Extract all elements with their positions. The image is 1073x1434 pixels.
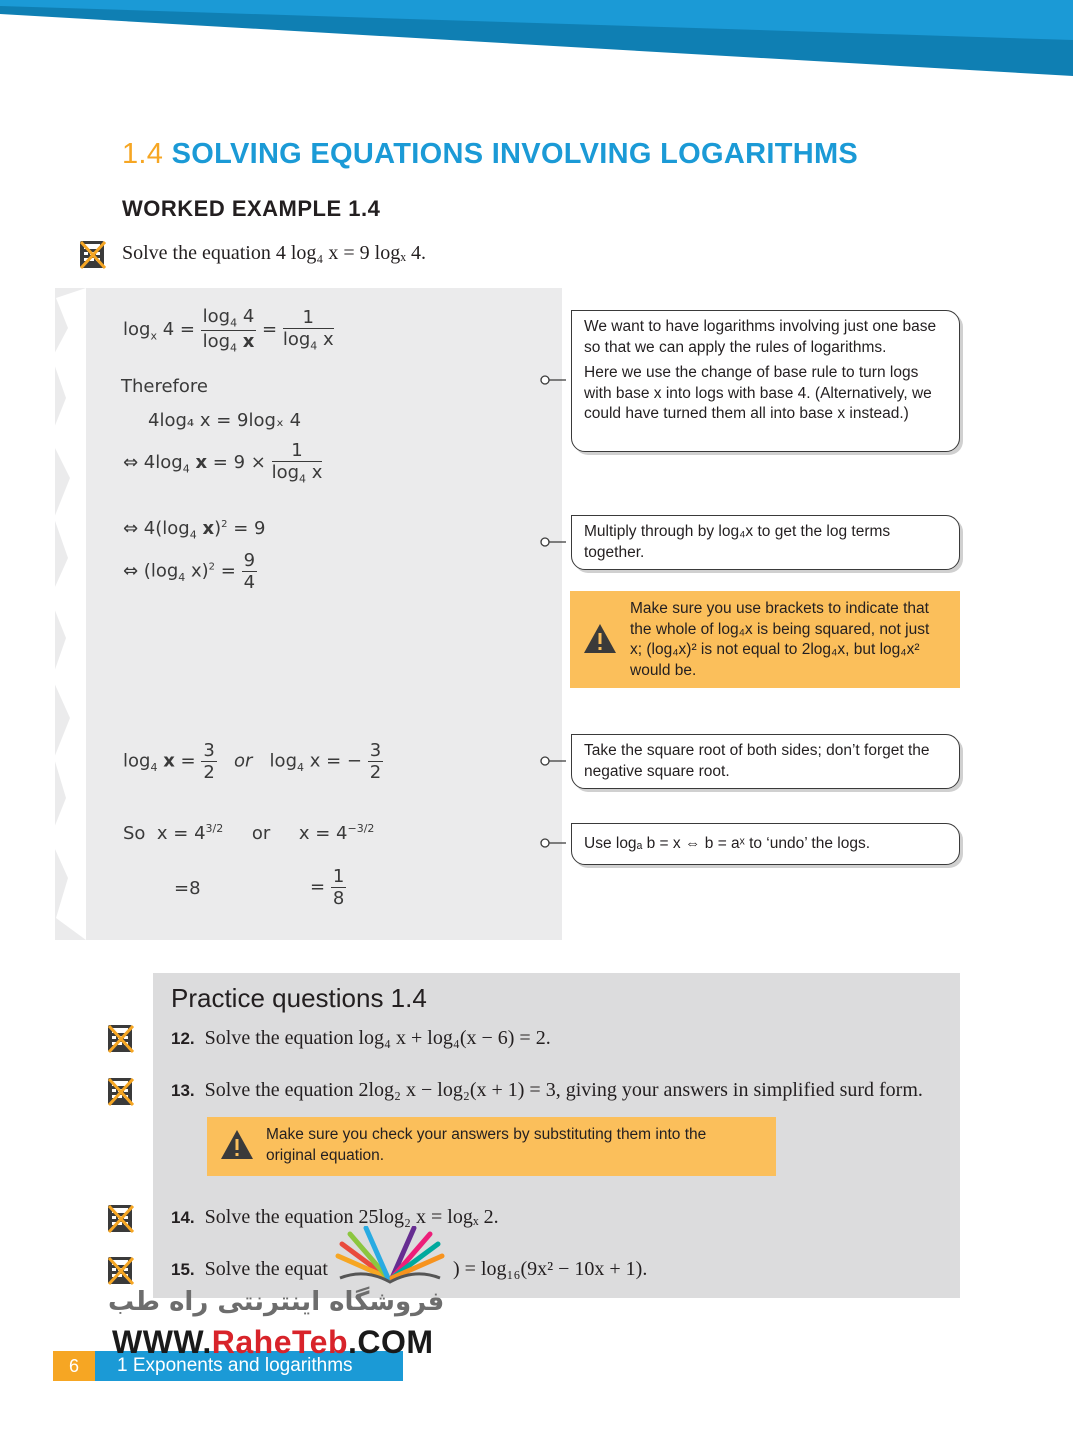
callout-text-2: Here we use the change of base rule to turn logs with base x into logs with base 4. (Alternatively, we could have turned them all into base x instead.) bbox=[584, 364, 932, 422]
watermark-persian: فروشگاه اینترنتی راه طب bbox=[108, 1287, 445, 1317]
page-number: 6 bbox=[53, 1351, 95, 1381]
no-calculator-icon bbox=[78, 238, 108, 270]
callout-connector bbox=[540, 756, 566, 766]
callout-multiply: Multiply through by log₄x to get the log terms together. bbox=[571, 515, 960, 570]
no-calculator-icon bbox=[106, 1022, 136, 1054]
or-label-1: or bbox=[233, 750, 253, 772]
chapter-footer: 1 Exponents and logarithms bbox=[95, 1351, 403, 1381]
question-text: Solve the equation 25log₂ x = logₓ 2. bbox=[204, 1206, 499, 1228]
worked-example-question: Solve the equation 4 log₄ x = 9 logₓ 4. bbox=[122, 242, 427, 264]
practice-title: Practice questions 1.4 bbox=[171, 983, 427, 1013]
solution-line-3: 4log₄ x = 9logₓ 4 bbox=[148, 410, 302, 431]
result-2: = $\frac{1}{8}$ bbox=[310, 866, 345, 909]
no-calculator-icon bbox=[106, 1075, 136, 1107]
warning-icon bbox=[219, 1128, 255, 1162]
practice-question-12 bbox=[171, 1027, 551, 1050]
result-1: =8 bbox=[174, 878, 201, 899]
watermark-url-b: RaheTeb bbox=[211, 1324, 348, 1360]
question-number: 13. bbox=[171, 1081, 195, 1100]
watermark-url bbox=[112, 1324, 434, 1361]
solution-line-4: ⇔ $4\log_4$ x = 9 × $\frac{1}{\log_4 x}$ bbox=[123, 440, 323, 486]
question-text: Solve the equat bbox=[204, 1258, 328, 1280]
question-text: Solve the equation log₄ x + log₄(x − 6) = 2. bbox=[204, 1027, 551, 1049]
callout-change-of-base bbox=[571, 310, 960, 452]
solution-line-7: $\log_4 x$ = $\frac{3}{2}$ or $\log_4 x$ = − $\frac{3}{2}$ bbox=[123, 740, 382, 783]
callout-square-root: Take the square root of both sides; don’t forget the negative square root. bbox=[571, 734, 960, 789]
watermark-url-c: .COM bbox=[348, 1324, 434, 1360]
practice-question-15 bbox=[171, 1258, 328, 1281]
warning-box-check bbox=[207, 1117, 776, 1176]
solution-line-6: ⇔ ($\log_4$ x)$^2$ = $\frac{9}{4}$ bbox=[123, 550, 256, 593]
worked-example-title: WORKED EXAMPLE 1.4 bbox=[122, 196, 381, 221]
section-heading: SOLVING EQUATIONS INVOLVING LOGARITHMS bbox=[171, 138, 859, 170]
callout-undo-logs: Use logₐ b = x ⇔ b = aˣ to ‘undo’ the logs. bbox=[571, 823, 960, 865]
book-logo-icon bbox=[330, 1226, 450, 1288]
question-number: 14. bbox=[171, 1208, 195, 1227]
warning-text: Make sure you use brackets to indicate that the whole of log₄x is being squared, not just x; (log₄x)² is not equal to 2log₄x, but log₄x² would be. bbox=[630, 600, 930, 679]
question-number: 12. bbox=[171, 1029, 195, 1048]
panel-torn-edge bbox=[46, 288, 86, 940]
section-title bbox=[122, 138, 858, 171]
solution-line-8: So $x = 4^{3/2}$ or $x = 4^{-3/2}$ bbox=[123, 822, 375, 844]
so-label: So bbox=[123, 823, 146, 844]
therefore-label: Therefore bbox=[121, 376, 208, 397]
question-number: 15. bbox=[171, 1260, 195, 1279]
top-banner bbox=[0, 0, 1073, 80]
callout-connector bbox=[540, 537, 566, 547]
warning-box-brackets bbox=[570, 591, 960, 688]
practice-question-13 bbox=[171, 1079, 923, 1102]
warning-icon bbox=[582, 622, 618, 656]
callout-text-1: We want to have logarithms involving just one base so that we can apply the rules of logarithms. bbox=[584, 318, 937, 356]
question-text: Solve the equation 2log₂ x − log₂(x + 1) = 3, giving your answers in simplified surd form. bbox=[204, 1079, 923, 1101]
callout-connector bbox=[540, 838, 566, 848]
section-number: 1.4 bbox=[122, 138, 164, 170]
warning-text: Make sure you check your answers by substituting them into the original equation. bbox=[266, 1126, 707, 1164]
or-label-2: or bbox=[251, 823, 271, 844]
callout-connector bbox=[540, 375, 566, 385]
no-calculator-icon bbox=[106, 1254, 136, 1286]
result-2-eq: = bbox=[310, 876, 326, 898]
no-calculator-icon bbox=[106, 1202, 136, 1234]
practice-question-15-tail: ) = log₁₆(9x² − 10x + 1). bbox=[453, 1258, 648, 1280]
solution-line-5: ⇔ $4(\log_4$ x)$^2$ = 9 bbox=[123, 518, 266, 542]
solution-line-1: $\log_x 4$ = $\frac{\log_4 4}{\log_4 x}$ = $\frac{1}{\log_4 x}$ bbox=[123, 306, 334, 355]
watermark-url-a: WWW. bbox=[112, 1324, 212, 1360]
